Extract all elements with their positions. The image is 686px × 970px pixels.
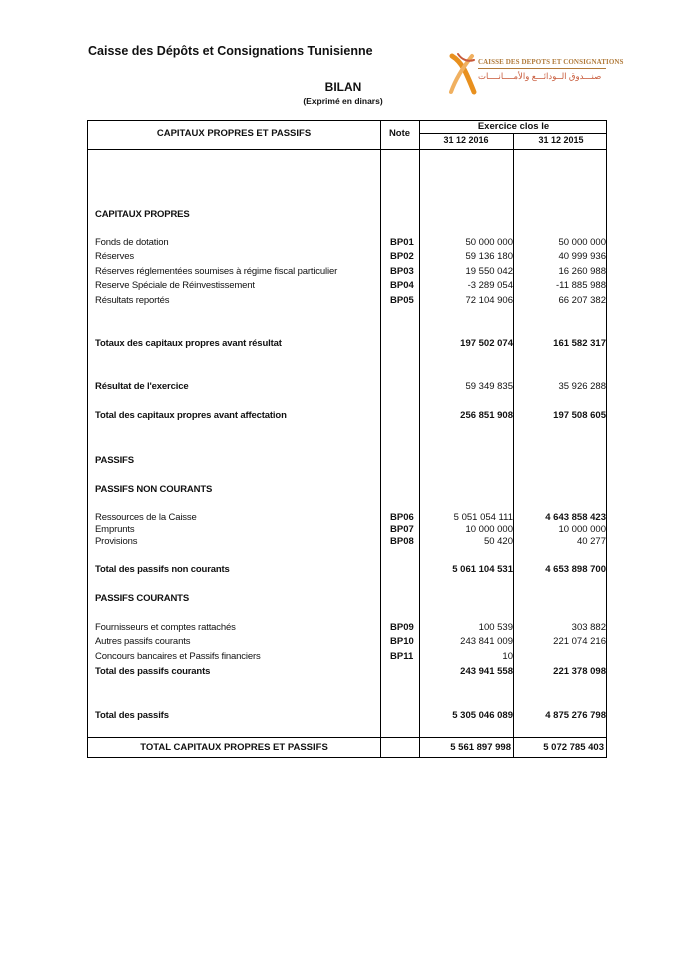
row-note: BP07	[390, 524, 414, 535]
row-label: Total des passifs	[95, 710, 169, 721]
row-value-2015: 35 926 288	[558, 381, 606, 392]
row-note: BP01	[390, 237, 414, 248]
row-label: PASSIFS COURANTS	[95, 593, 190, 604]
row-value-2015: 221 378 098	[553, 666, 606, 677]
table-row	[88, 209, 608, 222]
row-value-2015: 4 643 858 423	[545, 512, 606, 523]
row-value-2015: 40 999 936	[558, 251, 606, 262]
row-value-2015: 50 000 000	[558, 237, 606, 248]
row-label: Emprunts	[95, 524, 135, 535]
row-value-2016: 19 550 042	[465, 266, 513, 277]
row-label: Ressources de la Caisse	[95, 512, 197, 523]
row-note: BP11	[390, 651, 414, 662]
table-row	[88, 381, 608, 394]
grand-total-label: TOTAL CAPITAUX PROPRES ET PASSIFS	[140, 742, 328, 753]
table-row	[88, 280, 608, 293]
row-value-2015: 16 260 988	[558, 266, 606, 277]
row-value-2015: 4 875 276 798	[545, 710, 606, 721]
row-value-2015: 197 508 605	[553, 410, 606, 421]
row-note: BP10	[390, 636, 414, 647]
table-row	[88, 710, 608, 723]
row-value-2015: 4 653 898 700	[545, 564, 606, 575]
row-label: PASSIFS	[95, 455, 134, 466]
logo-text-fr: CAISSE DES DEPOTS ET CONSIGNATIONS	[478, 58, 624, 66]
document-title: BILAN	[324, 80, 362, 94]
header-label: CAPITAUX PROPRES ET PASSIFS	[156, 128, 312, 139]
row-label: Fonds de dotation	[95, 237, 169, 248]
row-note: BP08	[390, 536, 414, 547]
row-value-2016: 10 000 000	[465, 524, 513, 535]
row-value-2016: 59 349 835	[465, 381, 513, 392]
row-label: Total des passifs non courants	[95, 564, 230, 575]
row-label: Fournisseurs et comptes rattachés	[95, 622, 236, 633]
row-label: Réserves réglementées soumises à régime fiscal particulier	[95, 266, 338, 277]
row-value-2016: -3 289 054	[467, 280, 513, 291]
row-value-2015: 221 074 216	[553, 636, 606, 647]
table-row	[88, 295, 608, 308]
row-value-2016: 5 305 046 089	[452, 710, 513, 721]
row-label: Totaux des capitaux propres avant résultat	[95, 338, 282, 349]
table-row	[88, 251, 608, 264]
row-value-2015: 66 207 382	[558, 295, 606, 306]
row-label: PASSIFS NON COURANTS	[95, 484, 213, 495]
row-value-2016: 59 136 180	[465, 251, 513, 262]
grand-total-2015: 5 072 785 403	[543, 742, 604, 753]
row-label: Provisions	[95, 536, 138, 547]
row-note: BP09	[390, 622, 414, 633]
row-note: BP02	[390, 251, 414, 262]
row-value-2015: 303 882	[571, 622, 606, 633]
row-value-2016: 72 104 906	[465, 295, 513, 306]
row-value-2015: 161 582 317	[553, 338, 606, 349]
row-value-2015: -11 885 988	[555, 280, 606, 291]
logo-divider	[478, 68, 606, 69]
row-label: Total des passifs courants	[95, 666, 211, 677]
table-row	[88, 666, 608, 679]
row-value-2016: 10	[502, 651, 513, 662]
row-note: BP03	[390, 266, 414, 277]
organization-title: Caisse des Dépôts et Consignations Tunisienne	[88, 44, 373, 58]
header-2016: 31 12 2016	[443, 135, 489, 145]
row-value-2015: 40 277	[576, 536, 606, 547]
table-row	[88, 266, 608, 279]
grand-total-2016: 5 561 897 998	[450, 742, 511, 753]
document-subtitle: (Exprimé en dinars)	[303, 96, 383, 106]
row-label: CAPITAUX PROPRES	[95, 209, 190, 220]
header-note: Note	[388, 128, 411, 139]
total-divider	[88, 737, 606, 738]
row-value-2016: 243 841 009	[460, 636, 513, 647]
table-row	[88, 651, 608, 664]
row-note: BP06	[390, 512, 414, 523]
row-label: Autres passifs courants	[95, 636, 191, 647]
row-label: Résultats reportés	[95, 295, 170, 306]
table-row	[88, 455, 608, 468]
row-value-2016: 50 420	[483, 536, 513, 547]
table-row	[88, 622, 608, 635]
row-note: BP04	[390, 280, 414, 291]
row-label: Reserve Spéciale de Réinvestissement	[95, 280, 255, 291]
header-2015: 31 12 2015	[538, 135, 584, 145]
table-row	[88, 484, 608, 497]
row-value-2016: 5 061 104 531	[452, 564, 513, 575]
row-value-2016: 243 941 558	[460, 666, 513, 677]
header-subdivider	[419, 133, 606, 134]
table-row	[88, 410, 608, 423]
row-label: Réserves	[95, 251, 134, 262]
table-row	[88, 564, 608, 577]
table-row	[88, 237, 608, 250]
logo-text-ar: صنـــدوق الــودائـــع والأمــــانــــات	[478, 71, 602, 81]
header-divider	[88, 149, 606, 150]
table-row	[88, 593, 608, 606]
row-value-2015: 10 000 000	[558, 524, 606, 535]
row-label: Total des capitaux propres avant affectation	[95, 410, 287, 421]
row-value-2016: 50 000 000	[465, 237, 513, 248]
table-row	[88, 338, 608, 351]
row-label: Résultat de l'exercice	[95, 381, 189, 392]
header-exercise: Exercice clos le	[477, 121, 550, 132]
row-value-2016: 100 539	[478, 622, 513, 633]
table-row	[88, 636, 608, 649]
row-value-2016: 256 851 908	[460, 410, 513, 421]
table-row	[88, 536, 608, 549]
row-value-2016: 5 051 054 111	[453, 512, 513, 523]
row-value-2016: 197 502 074	[460, 338, 513, 349]
row-label: Concours bancaires et Passifs financiers	[95, 651, 261, 662]
row-note: BP05	[390, 295, 414, 306]
balance-sheet-table	[87, 120, 607, 758]
